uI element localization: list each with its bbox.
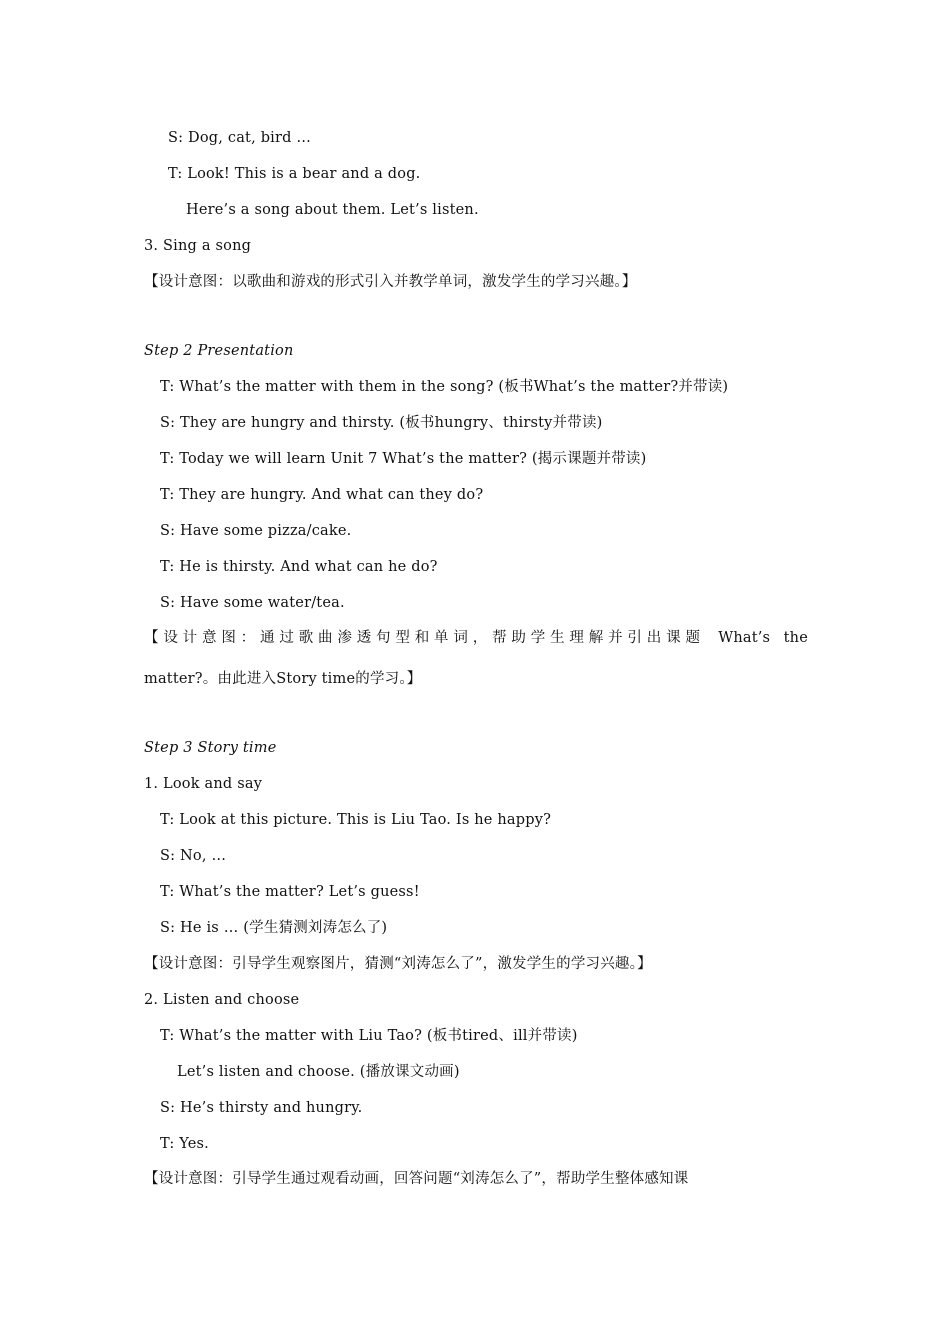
dialogue-line: T: Look at this picture. This is Liu Tao. Is he happy? [160, 812, 552, 828]
design-intent-note: 【设计意图：引导学生观察图片，猜测“刘涛怎么了”，激发学生的学习兴趣。】 [144, 956, 652, 972]
dialogue-line: Let’s listen and choose. (播放课文动画) [177, 1064, 460, 1080]
dialogue-line: T: He is thirsty. And what can he do? [160, 559, 438, 575]
dialogue-line: S: Have some water/tea. [160, 595, 345, 611]
dialogue-line: T: Today we will learn Unit 7 What’s the matter? (揭示课题并带读) [160, 451, 647, 467]
dialogue-line: T: What’s the matter with them in the song? (板书What’s the matter?并带读) [160, 379, 729, 395]
dialogue-line: S: They are hungry and thirsty. (板书hungry、thirsty并带读) [160, 415, 603, 431]
list-item: 1. Look and say [144, 776, 263, 792]
design-intent-note-continued: matter?。由此进入Story time的学习。】 [144, 671, 422, 687]
dialogue-line: T: What’s the matter with Liu Tao? (板书tired、ill并带读) [160, 1028, 578, 1044]
dialogue-line: T: What’s the matter? Let’s guess! [160, 884, 420, 900]
dialogue-line: Here’s a song about them. Let’s listen. [186, 202, 479, 218]
design-intent-note: 【设计意图：通过歌曲渗透句型和单词，帮助学生理解并引出课题 What’s the [144, 630, 808, 646]
list-item: 2. Listen and choose [144, 992, 300, 1008]
step-heading: Step 3 Story time [144, 740, 277, 756]
dialogue-line: T: Look! This is a bear and a dog. [168, 166, 421, 182]
list-item: 3. Sing a song [144, 238, 252, 254]
dialogue-line: S: He is … (学生猜测刘涛怎么了) [160, 920, 388, 936]
dialogue-line: S: Have some pizza/cake. [160, 523, 352, 539]
dialogue-line: T: Yes. [160, 1136, 209, 1152]
dialogue-line: S: He’s thirsty and hungry. [160, 1100, 363, 1116]
dialogue-line: S: No, … [160, 848, 227, 864]
design-intent-note: 【设计意图：引导学生通过观看动画，回答问题“刘涛怎么了”，帮助学生整体感知课 [144, 1171, 689, 1187]
step-heading: Step 2 Presentation [144, 343, 294, 359]
dialogue-line: S: Dog, cat, bird … [168, 130, 312, 146]
dialogue-line: T: They are hungry. And what can they do? [160, 487, 484, 503]
design-intent-note: 【设计意图：以歌曲和游戏的形式引入并教学单词，激发学生的学习兴趣。】 [144, 274, 637, 290]
